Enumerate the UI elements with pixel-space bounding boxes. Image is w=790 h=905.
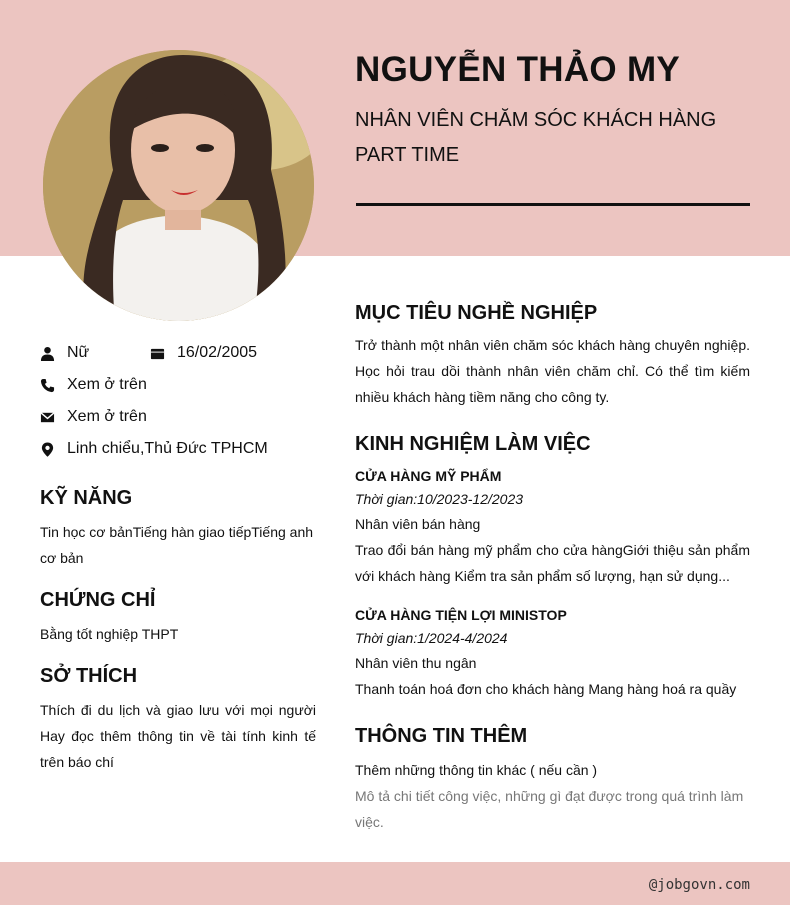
contact-gender xyxy=(40,344,89,362)
email-value: Xem ở trên xyxy=(67,408,147,425)
person-icon xyxy=(40,345,55,361)
job-company: CỬA HÀNG MỸ PHẨM xyxy=(355,468,502,484)
certificates-heading: CHỨNG CHỈ xyxy=(40,589,156,611)
gender-value: Nữ xyxy=(67,344,90,361)
job-company: CỬA HÀNG TIỆN LỢI MINISTOP xyxy=(355,607,567,623)
extra-info-description: Mô tả chi tiết công việc, những gì đạt được trong quá trình làm việc. xyxy=(355,788,744,830)
extra-info-line: Thêm những thông tin khác ( nếu cần ) xyxy=(355,762,598,778)
job-role: Nhân viên bán hàng xyxy=(355,516,481,532)
job-title xyxy=(355,103,755,173)
skills-text: Tin học cơ bảnTiếng hàn giao tiếpTiếng anh cơ bản xyxy=(40,524,314,566)
phone-value: Xem ở trên xyxy=(67,376,147,393)
experience-heading: KINH NGHIỆM LÀM VIỆC xyxy=(355,433,591,455)
address-value: Linh chiểu,Thủ Đức TPHCM xyxy=(67,440,268,457)
job-title-line-1: NHÂN VIÊN CHĂM SÓC KHÁCH HÀNG xyxy=(355,109,717,131)
job-title-line-2: PART TIME xyxy=(355,144,460,166)
birthday-value: 16/02/2005 xyxy=(177,344,258,361)
job-description: Thanh toán hoá đơn cho khách hàng Mang hàng hoá ra quầy xyxy=(355,681,737,697)
contact-phone xyxy=(40,376,147,394)
location-pin-icon xyxy=(40,441,55,457)
contact-address xyxy=(40,440,268,458)
profile-photo xyxy=(43,50,314,321)
envelope-icon xyxy=(40,409,55,425)
objective-heading: MỤC TIÊU NGHỀ NGHIỆP xyxy=(355,302,598,324)
title-divider xyxy=(356,203,750,206)
job-time: Thời gian:10/2023-12/2023 xyxy=(355,491,524,507)
phone-icon xyxy=(40,377,55,393)
footer-brand: @jobgovn.com xyxy=(648,877,750,893)
skills-heading: KỸ NĂNG xyxy=(40,487,133,509)
objective-text: Trở thành một nhân viên chăm sóc khách hàng chuyên nghiệp. Học hỏi trau dồi thành nhân viên chăm chỉ. Có thể tìm kiếm nhiều khách hàng tiềm năng cho công ty. xyxy=(355,337,750,405)
calendar-icon xyxy=(150,345,165,361)
job-description: Trao đổi bán hàng mỹ phẩm cho cửa hàngGiới thiệu sản phẩm với khách hàng Kiểm tra sản phẩm số lượng, hạn sử dụng... xyxy=(355,542,750,584)
job-role: Nhân viên thu ngân xyxy=(355,655,477,671)
hobbies-heading: SỞ THÍCH xyxy=(40,665,138,687)
candidate-name: NGUYỄN THẢO MY xyxy=(355,50,681,89)
hobbies-text: Thích đi du lịch và giao lưu với mọi người Hay đọc thêm thông tin về tài tính kinh tế trên báo chí xyxy=(40,702,316,770)
certificates-text: Bằng tốt nghiệp THPT xyxy=(40,626,179,642)
contact-email xyxy=(40,408,147,426)
contact-birthday xyxy=(150,344,257,362)
extra-info-heading: THÔNG TIN THÊM xyxy=(355,725,528,747)
job-time: Thời gian:1/2024-4/2024 xyxy=(355,630,508,646)
